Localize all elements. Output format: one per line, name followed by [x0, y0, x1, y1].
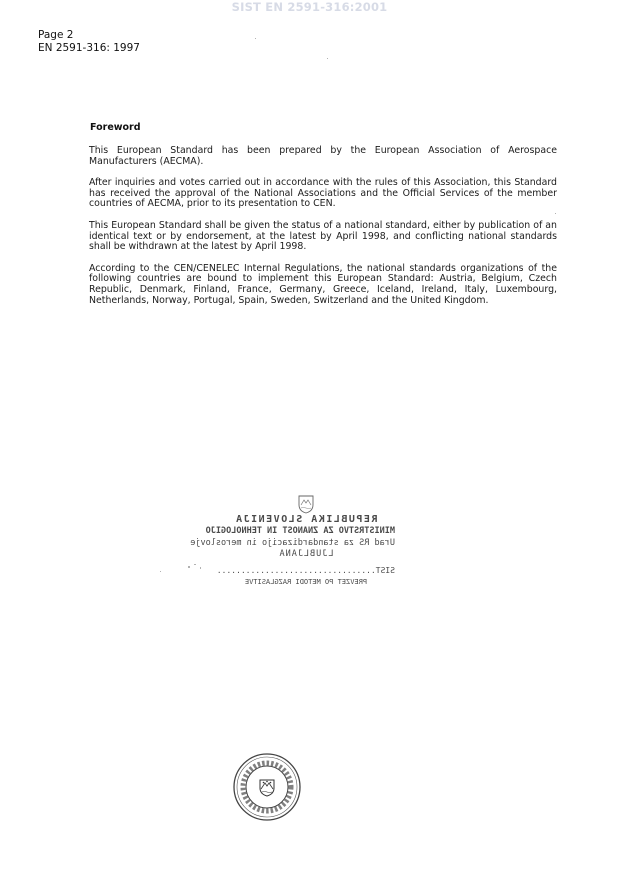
speck: [255, 38, 256, 39]
speck: [200, 567, 201, 569]
stamp-line: PREVZET PO METODI RAZGLASITVE: [244, 578, 368, 586]
paragraph: According to the CEN/CENELEC Internal Regulations, the national standards organizations of the following countries are bound to implement this European Standard: Austria, Belgium, Czech Republic, Denmark, Finland, France, Germany, Greece, Iceland, Ireland, Italy, Luxembourg, Netherlands, Norway, Portugal, Spain, Sweden, Switzerland and the United Kingdom.: [89, 262, 557, 306]
round-seal-icon: [232, 752, 302, 822]
ministry-stamp: [190, 494, 395, 594]
speck: [327, 58, 328, 59]
speck: [188, 566, 190, 568]
watermark: SIST EN 2591-316:2001: [231, 0, 388, 14]
stamp-line: REPUBLIKA SLOVENIJA: [234, 514, 378, 525]
foreword-body: [89, 146, 557, 317]
stamp-line: MINISTRSTVO ZA ZNANOST IN TEHNOLOGIJO: [205, 526, 395, 536]
section-heading: Foreword: [90, 122, 141, 133]
coat-of-arms-icon: [297, 494, 315, 514]
stamp-line: Urad RS za standardizacijo in meroslovje: [190, 538, 395, 548]
paragraph: This European Standard shall be given the status of a national standard, either by publication of an identical text or by endorsement, at the latest by April 1998, and conflicting national standards shall be withdrawn at the latest by April 1998.: [89, 219, 557, 253]
paragraph: This European Standard has been prepared by the European Association of Aerospace Manufacturers (AECMA).: [89, 145, 557, 167]
standard-number: EN 2591-316: 1997: [38, 42, 140, 54]
speck: [160, 571, 161, 572]
stamp-line: LJUBLJANA: [278, 549, 334, 559]
page-number: Page 2: [38, 29, 74, 41]
page-header: [38, 29, 140, 55]
paragraph: After inquiries and votes carried out in accordance with the rules of this Association, this Standard has received the approval of the National Associations and the Official Services of the member countries of AECMA, prior to its presentation to CEN.: [89, 177, 557, 210]
speck: [555, 213, 556, 214]
stamp-line: SIST.................................: [216, 566, 395, 575]
speck: [194, 564, 196, 565]
